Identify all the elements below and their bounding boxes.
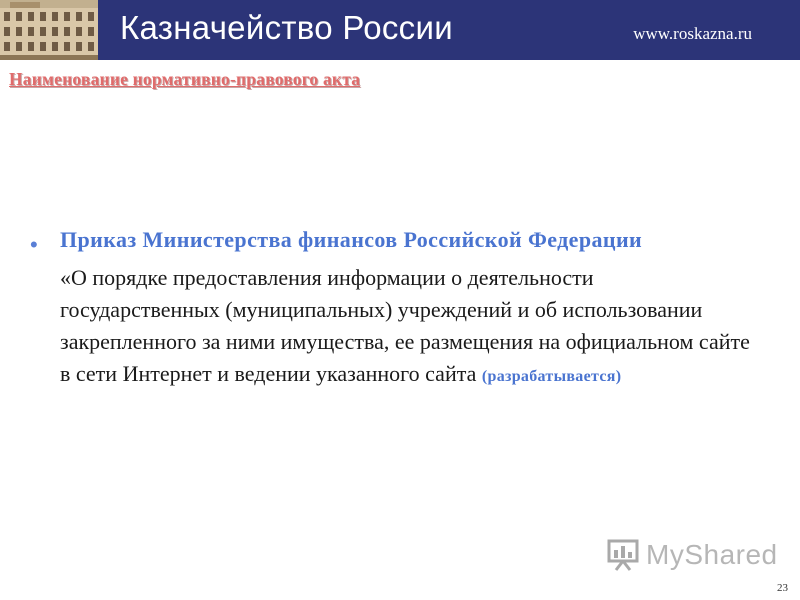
list-bullet: •: [30, 232, 38, 257]
order-description: [60, 262, 750, 393]
watermark-brand: MyShared: [646, 539, 778, 570]
order-body-text: «О порядке предоставления информации о деятельности государственных (муниципальных) учреждений и об использовании закрепленного за ними имущества, ее размещения на официальном сайте в сети Интернет и ведении указанного сайта: [60, 265, 750, 386]
header-bar: [0, 0, 800, 60]
header-title: Казначейство России: [120, 9, 453, 46]
header-url: www.roskazna.ru: [633, 24, 752, 43]
building-image: [0, 0, 98, 60]
myshared-watermark: [606, 536, 778, 574]
status-label: (разрабатывается): [481, 368, 622, 385]
page-number: 23: [777, 582, 788, 594]
presentation-board-icon: [606, 538, 642, 572]
order-title: Приказ Министерства финансов Российской Федерации: [60, 227, 643, 252]
act-name-heading: Наименование нормативно-правового акта: [9, 69, 361, 89]
